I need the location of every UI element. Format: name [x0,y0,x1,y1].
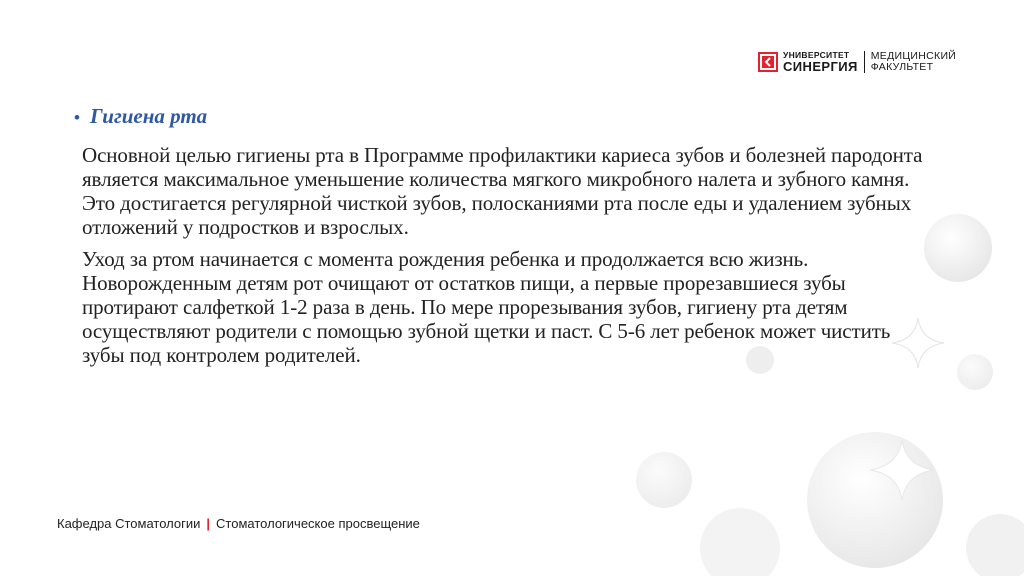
logo-line-1: УНИВЕРСИТЕТ [783,49,850,60]
decor-bubble [636,452,692,508]
footer-subject: Стоматологическое просвещение [216,516,420,531]
bullet-icon: • [74,108,80,127]
footer-department: Кафедра Стоматологии [57,516,201,531]
decor-bubble [924,214,992,282]
logo-university-name [783,51,858,74]
paragraph: Уход за ртом начинается с момента рождения ребенка и продолжается всю жизнь. Новорожденным детям рот очищают от остатков пищи, а первые прорезавшиеся зубы протирают салфеткой 1-2 раза в день. По мере прорезывания зубов, гигиену рта детям осуществляют родители с помощью зубной щетки и паст. С 5-6 лет ребенок может чистить зубы под контролем родителей. [82,247,891,367]
logo-line-2: СИНЕРГИЯ [783,59,858,75]
logo-mark-icon [758,52,778,72]
slide-heading [74,104,932,129]
slide-content [74,104,932,375]
decor-bubble [957,354,993,390]
heading-text: Гигиена рта [90,104,208,128]
decor-bubble [807,432,943,568]
footer-separator: | [206,516,211,531]
decor-bubble [700,508,780,576]
logo-divider [864,51,865,73]
university-logo [758,50,956,74]
decor-bubble [966,514,1024,576]
logo-faculty-line-1: МЕДИЦИНСКИЙ [870,49,957,62]
paragraph: Основной целью гигиены рта в Программе профилактики кариеса зубов и болезней пародонта является максимальное уменьшение количества мягкого микробного налета и зубного камня. Это достигается регулярной чисткой зубов, полосканиями рта после еды и удалением зубных отложений у подростков и взрослых. [82,143,923,239]
logo-faculty-name [871,51,956,73]
logo-faculty-line-2: ФАКУЛЬТЕТ [870,61,934,73]
slide-footer [57,516,420,531]
